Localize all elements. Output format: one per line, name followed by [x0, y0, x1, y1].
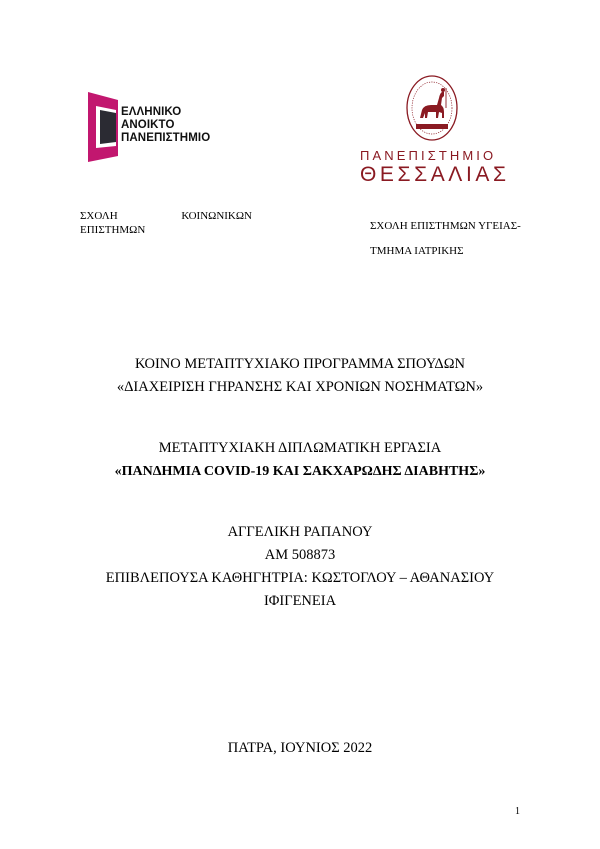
page-number: 1	[515, 806, 520, 817]
supervisor-line2: ΙΦΙΓΕΝΕΙΑ	[263, 593, 337, 609]
author-block	[40, 521, 560, 613]
school-left-line2: ΕΠΙΣΤΗΜΩΝ	[80, 224, 146, 236]
thesis-block	[40, 437, 560, 483]
place-date: ΠΑΤΡΑ, ΙΟΥΝΙΟΣ 2022	[227, 740, 373, 756]
program-block	[40, 353, 560, 399]
school-right-line1: ΣΧΟΛΗ ΕΠΙΣΤΗΜΩΝ ΥΓΕΙΑΣ-	[370, 220, 521, 232]
uth-name-line2: ΘΕΣΣΑΛΙΑΣ	[360, 163, 510, 186]
school-left-word2: ΚΟΙΝΩΝΙΚΩΝ	[181, 210, 252, 222]
school-left-word1: ΣΧΟΛΗ	[80, 210, 118, 222]
school-right	[370, 214, 550, 264]
eap-name-line1: ΕΛΛΗΝΙΚΟ	[121, 106, 182, 118]
author-am: ΑΜ 508873	[264, 547, 336, 563]
eap-name-line2: ΑΝΟΙΚΤΟ	[121, 119, 175, 131]
school-left	[80, 209, 252, 237]
program-line2: «ΔΙΑΧΕΙΡΙΣΗ ΓΗΡΑΝΣΗΣ ΚΑΙ ΧΡΟΝΙΩΝ ΝΟΣΗΜΑΤΩΝ»	[116, 379, 484, 395]
thesis-title: «ΠΑΝΔΗΜΙΑ COVID-19 ΚΑΙ ΣΑΚΧΑΡΩΔΗΣ ΔΙΑΒΗΤΗΣ»	[114, 464, 486, 479]
centaur-seal-icon	[404, 74, 460, 144]
thesis-type: ΜΕΤΑΠΤΥΧΙΑΚΗ ΔΙΠΛΩΜΑΤΙΚΗ ΕΡΓΑΣΙΑ	[158, 440, 442, 456]
program-line1: ΚΟΙΝΟ ΜΕΤΑΠΤΥΧΙΑΚΟ ΠΡΟΓΡΑΜΜΑ ΣΠΟΥΔΩΝ	[135, 356, 465, 372]
supervisor-line1: ΕΠΙΒΛΕΠΟΥΣΑ ΚΑΘΗΓΗΤΡΙΑ: ΚΩΣΤΟΓΛΟΥ – ΑΘΑΝΑΣΙΟΥ	[105, 570, 495, 586]
eap-logo-text	[121, 106, 210, 145]
school-right-line2: ΤΜΗΜΑ ΙΑΤΡΙΚΗΣ	[370, 245, 464, 257]
author-name: ΑΓΓΕΛΙΚΗ ΡΑΠΑΝΟΥ	[227, 524, 373, 540]
eap-name-line3: ΠΑΝΕΠΙΣΤΗΜΙΟ	[121, 132, 211, 144]
uth-name-line1: ΠΑΝΕΠΙΣΤΗΜΙΟ	[360, 148, 497, 163]
